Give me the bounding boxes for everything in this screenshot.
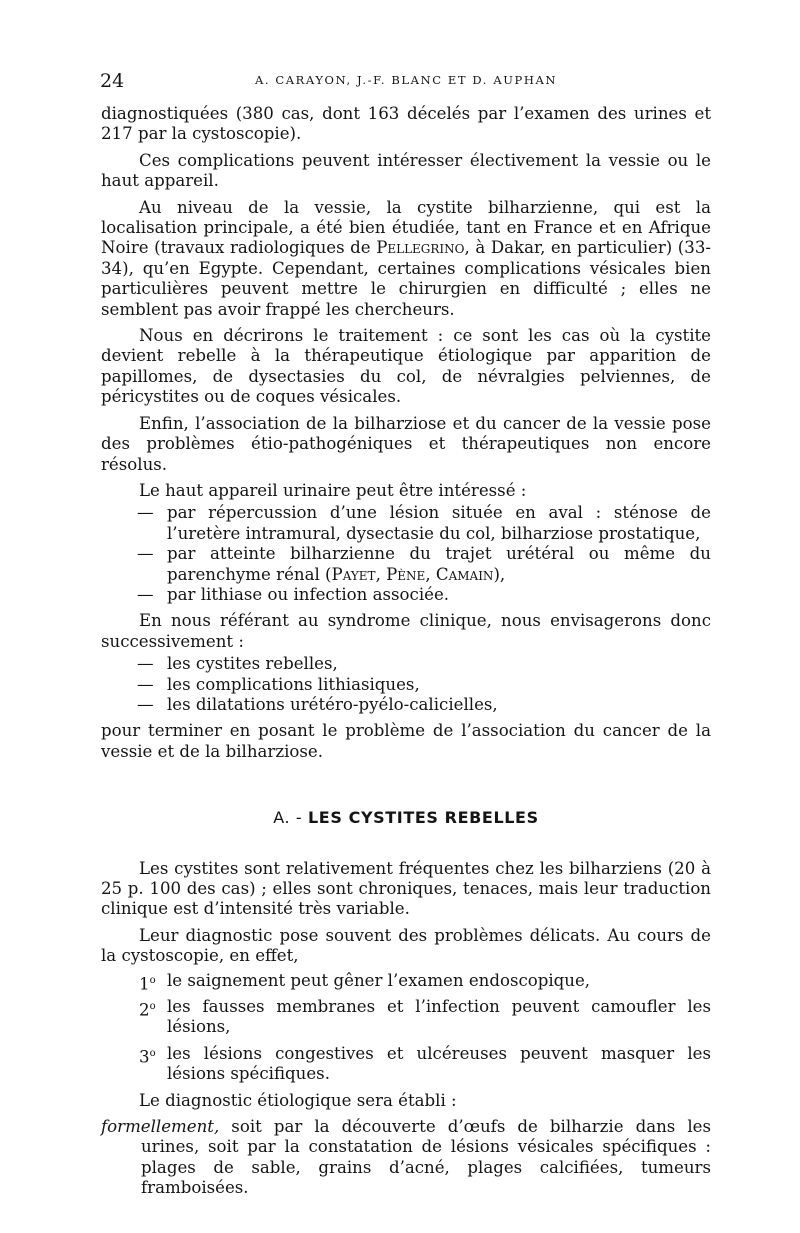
term: formellement,	[101, 1117, 220, 1137]
dash-mark: —	[137, 584, 154, 604]
dash-mark: —	[137, 674, 154, 694]
list-item	[101, 585, 711, 605]
dash-mark: —	[137, 654, 154, 674]
paragraph: Leur diagnostic pose souvent des problèmes délicats. Au cours de la cystoscopie, en effet,	[101, 925, 711, 966]
dash-mark: —	[137, 694, 154, 714]
paragraph	[101, 198, 711, 320]
author-name: Pellegrino	[376, 238, 465, 258]
text-run: , à Dakar, en particulier) (33-34), qu’en Egypte. Cependant, certaines complications vésicales bien particulières peuvent mettre le chirurgien en difficulté ; elles ne semblent pas avoir frappé les chercheurs.	[101, 238, 711, 319]
list-item-text: par lithiase ou infection associée.	[167, 584, 450, 604]
section-heading	[101, 808, 711, 828]
paragraph	[101, 1117, 711, 1199]
body-text	[101, 104, 711, 1199]
list-item	[101, 654, 711, 674]
list-item-text: les lésions congestives et ulcéreuses peuvent masquer les lésions spécifiques.	[167, 1043, 711, 1084]
list-item-text: les cystites rebelles,	[167, 654, 338, 674]
numbered-list	[101, 971, 711, 1085]
author-name: Camain	[435, 564, 494, 584]
list-item-text: par répercussion d’une lésion située en aval : sténose de l’uretère intramural, dysectasie du col, bilharziose prostatique,	[167, 503, 711, 543]
list-item-text: ),	[493, 564, 506, 584]
paragraph: pour terminer en posant le problème de l’association du cancer de la vessie et de la bilharziose.	[101, 721, 711, 761]
paragraph: Les cystites sont relativement fréquentes chez les bilharziens (20 à 25 p. 100 des cas) ; elles sont chroniques, tenaces, mais leur traduction clinique est d’intensité très variable.	[101, 858, 711, 919]
paragraph: En nous référant au syndrome clinique, nous envisagerons donc successivement :	[101, 611, 711, 651]
list-item-text: les complications lithiasiques,	[167, 674, 420, 694]
section-letter: A. -	[273, 808, 303, 828]
list-item	[101, 503, 711, 544]
author-name: Pène	[386, 564, 426, 584]
list-item-text: par atteinte bilharzienne du trajet urétéral ou même du parenchyme rénal (	[167, 544, 711, 584]
list-item	[101, 695, 711, 715]
text-run: soit par la découverte d’œufs de bilharzie dans les urines, soit par la constatation de lésions vésicales spécifiques : plages de sable, grains d’acné, plages calcifiées, tumeurs framboisées.	[141, 1117, 711, 1198]
page-number: 24	[100, 70, 125, 92]
paragraph: Enfin, l’association de la bilharziose et du cancer de la vessie pose des problèmes étio-pathogéniques et thérapeutiques non encore résolus.	[101, 413, 711, 474]
separator: ,	[425, 564, 436, 584]
list-item	[101, 997, 711, 1038]
dash-mark: —	[137, 503, 154, 523]
section-title: LES CYSTITES REBELLES	[308, 808, 539, 828]
paragraph: Le diagnostic étiologique sera établi :	[139, 1090, 457, 1110]
item-number: 3$^o$	[139, 1047, 156, 1067]
separator: ,	[375, 564, 387, 584]
list-item	[101, 675, 711, 695]
list-item	[101, 1044, 711, 1085]
running-head: A. CARAYON, J.-F. BLANC ET D. AUPHAN	[254, 73, 558, 87]
page-header	[100, 70, 712, 92]
dash-mark: —	[137, 544, 154, 564]
text-run: Au niveau de la vessie, la cystite bilharzienne, qui est la localisation principale, a été bien étudiée, tant en France et en Afrique Noire (travaux radiologiques de	[101, 197, 711, 258]
list-item-text: les dilatations urétéro-pyélo-calicielles,	[167, 694, 498, 714]
list-item	[101, 544, 711, 585]
item-number: 1$^o$	[139, 974, 156, 994]
plan-list	[101, 654, 711, 715]
list-item-text: le saignement peut gêner l’examen endoscopique,	[167, 970, 591, 990]
dash-list	[101, 503, 711, 605]
author-name: Payet	[331, 564, 376, 584]
paragraph: diagnostiquées (380 cas, dont 163 décelés par l’examen des urines et 217 par la cystoscopie).	[101, 104, 711, 144]
item-number: 2$^o$	[139, 1000, 156, 1020]
paragraph: Ces complications peuvent intéresser électivement la vessie ou le haut appareil.	[101, 150, 711, 191]
list-item	[101, 970, 711, 994]
list-item-text: les fausses membranes et l’infection peuvent camoufler les lésions,	[167, 997, 711, 1037]
paragraph: Le haut appareil urinaire peut être intéressé :	[139, 480, 527, 500]
paragraph: Nous en décrirons le traitement : ce sont les cas où la cystite devient rebelle à la thérapeutique étiologique par apparition de papillomes, de dysectasies du col, de névralgies pelviennes, de péricystites ou de coques vésicales.	[101, 326, 711, 407]
